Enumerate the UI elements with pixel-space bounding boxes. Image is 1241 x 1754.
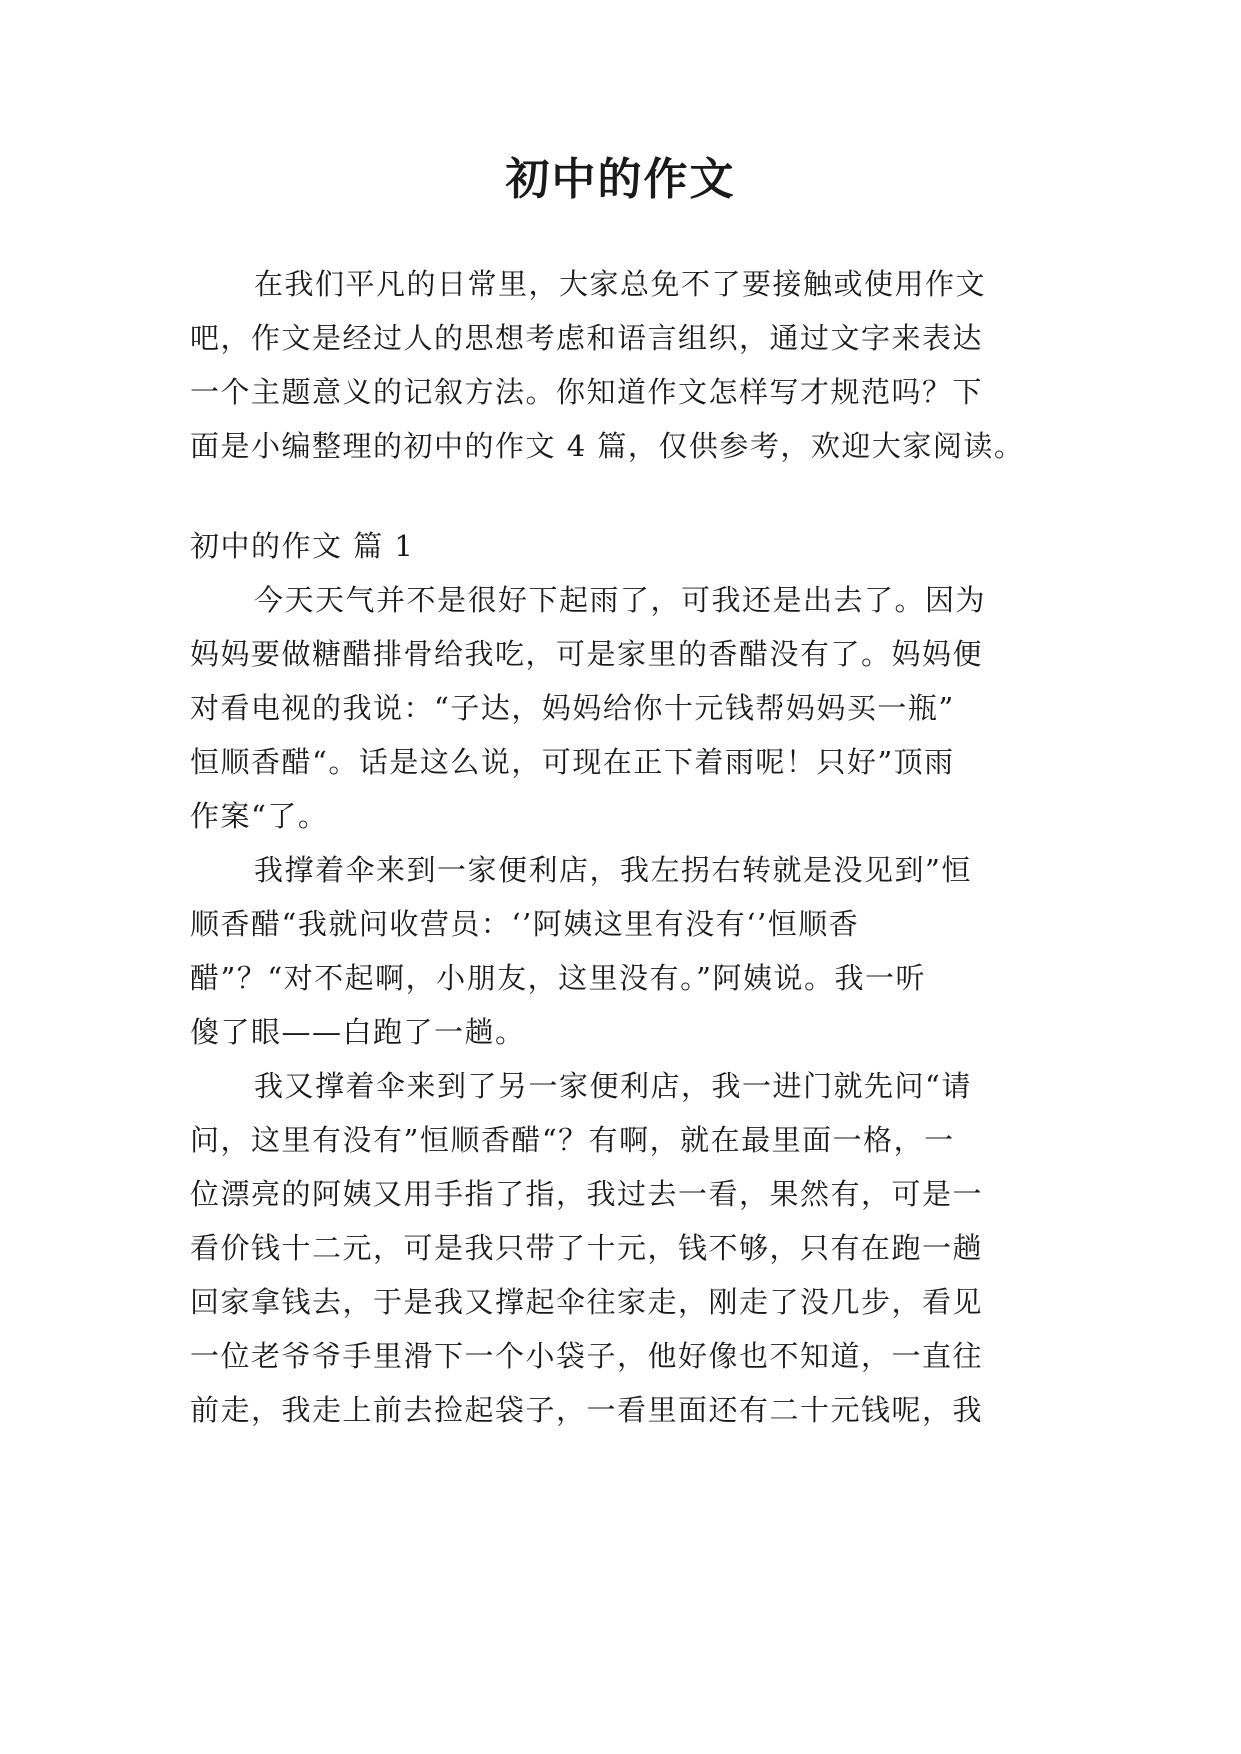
paragraph-line: 恒顺香醋“。话是这么说，可现在正下着雨呢！只好”顶雨 xyxy=(190,745,955,779)
paragraph-line: 看价钱十二元，可是我只带了十元，钱不够，只有在跑一趟 xyxy=(190,1231,984,1265)
paragraph-line: 今天天气并不是很好下起雨了，可我还是出去了。因为 xyxy=(254,583,987,617)
intro-line: 一个主题意义的记叙方法。你知道作文怎样写才规范吗？下 xyxy=(190,375,984,409)
intro-line: 吧，作文是经过人的思想考虑和语言组织，通过文字来表达 xyxy=(190,321,984,355)
document-title: 初中的作文 xyxy=(505,154,736,205)
paragraph-line: 一位老爷爷手里滑下一个小袋子，他好像也不知道，一直往 xyxy=(190,1339,984,1373)
paragraph-line: 作案“了。 xyxy=(190,799,329,833)
paragraph-line: 位漂亮的阿姨又用手指了指，我过去一看，果然有，可是一 xyxy=(190,1177,984,1211)
paragraph-line: 问，这里有没有”恒顺香醋“？有啊，就在最里面一格，一 xyxy=(190,1123,955,1157)
paragraph-line: 顺香醋“我就问收营员：‘’阿姨这里有没有‘’恒顺香 xyxy=(190,907,860,941)
paragraph-line: 前走，我走上前去捡起袋子，一看里面还有二十元钱呢，我 xyxy=(190,1393,984,1427)
section-heading: 初中的作文 篇 1 xyxy=(190,529,415,563)
intro-line: 在我们平凡的日常里，大家总免不了要接触或使用作文 xyxy=(254,267,987,301)
intro-line: 面是小编整理的初中的作文 4 篇，仅供参考，欢迎大家阅读。 xyxy=(190,429,1025,463)
paragraph-line: 醋”？“对不起啊，小朋友，这里没有。”阿姨说。我一听 xyxy=(190,961,926,995)
paragraph-line: 傻了眼——白跑了一趟。 xyxy=(190,1015,526,1049)
paragraph-line: 我撑着伞来到一家便利店，我左拐右转就是没见到”恒 xyxy=(254,853,972,887)
paragraph-line: 回家拿钱去，于是我又撑起伞往家走，刚走了没几步，看见 xyxy=(190,1285,984,1319)
paragraph-line: 我又撑着伞来到了另一家便利店，我一进门就先问“请 xyxy=(254,1069,972,1103)
paragraph-line: 妈妈要做糖醋排骨给我吃，可是家里的香醋没有了。妈妈便 xyxy=(190,637,984,671)
paragraph-line: 对看电视的我说：“子达，妈妈给你十元钱帮妈妈买一瓶” xyxy=(190,691,955,725)
